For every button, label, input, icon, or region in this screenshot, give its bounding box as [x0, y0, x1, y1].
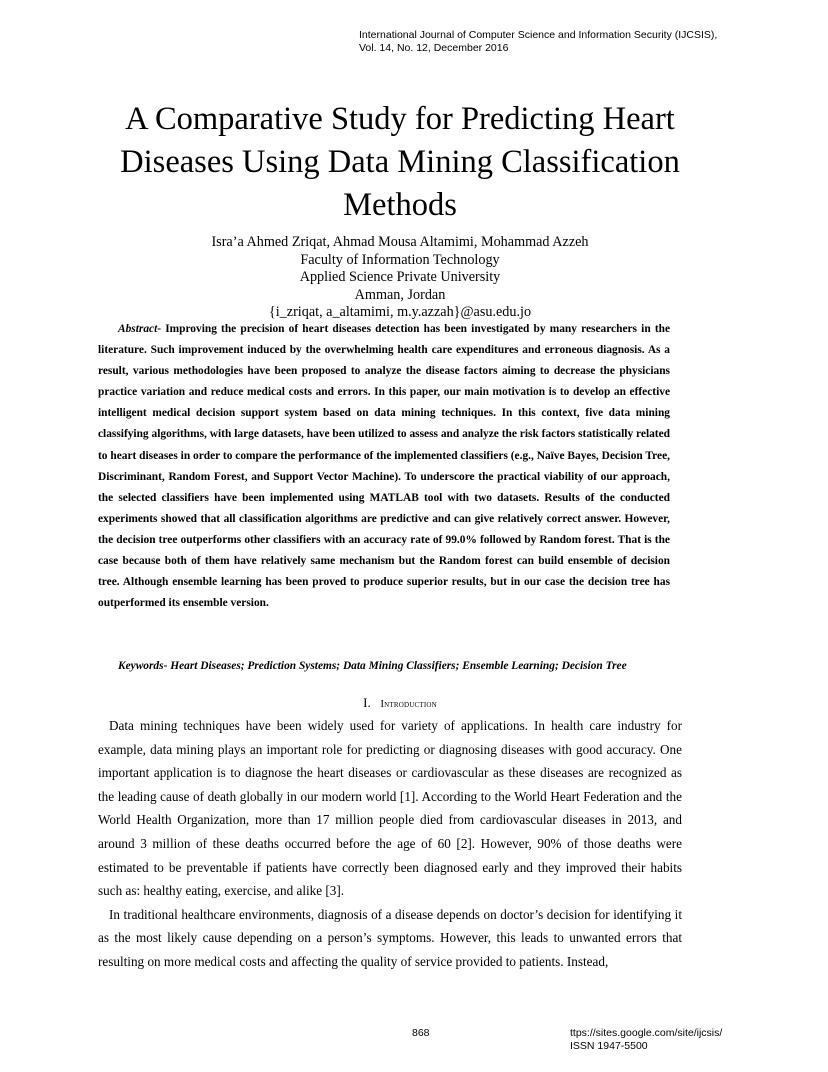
journal-header-line1: International Journal of Computer Science and Information Security (IJCSIS),	[359, 29, 718, 41]
journal-header	[359, 29, 717, 55]
paper-title-line2: Diseases Using Data Mining Classification	[120, 144, 680, 180]
abstract-label: Abstract	[118, 323, 158, 335]
author-location: Amman, Jordan	[354, 286, 446, 303]
abstract-text: - Improving the precision of heart diseases detection has been investigated by many researchers in the literature. Such improvement induced by the overwhelming health care expenditures and erroneous diagnosis. As a result, various methodologies have been proposed to analyze the disease factors aiming to decrease the physicians practice variation and reduce medical costs and errors. In this paper, our main motivation is to develop an effective intelligent medical decision support system based on data mining techniques. In this context, five data mining classifying algorithms, with large datasets, have been utilized to assess and analyze the risk factors statistically related to heart diseases in order to compare the performance of the implemented classifiers (e.g., Naïve Bayes, Decision Tree, Discriminant, Random Forest, and Support Vector Machine). To underscore the practical viability of our approach, the selected classifiers have been implemented using MATLAB tool with two datasets. Results of the conducted experiments showed that all classification algorithms are predictive and can give relatively correct answer. However, the decision tree outperforms other classifiers with an accuracy rate of 99.0% followed by Random forest. That is the case because both of them have relatively same mechanism but the Random forest can build ensemble of decision tree. Although ensemble learning has been proved to produce superior results, but in our case the decision tree has outperformed its ensemble version.	[98, 323, 670, 610]
paper-title-line1: A Comparative Study for Predicting Heart	[125, 101, 675, 137]
section-title: Introduction	[380, 699, 437, 710]
footer-issn: ISSN 1947-5500	[570, 1040, 648, 1052]
journal-header-line2: Vol. 14, No. 12, December 2016	[359, 42, 509, 54]
paper-title	[60, 98, 740, 227]
author-faculty: Faculty of Information Technology	[300, 251, 500, 268]
section-number: I.	[363, 695, 371, 710]
footer-info	[570, 1027, 722, 1053]
author-names: Isra’a Ahmed Zriqat, Ahmad Mousa Altamimi, Mohammad Azzeh	[211, 234, 589, 250]
section-heading	[0, 694, 800, 714]
body-text	[98, 714, 682, 974]
abstract	[98, 319, 670, 614]
author-block	[100, 234, 700, 322]
body-paragraph-2: In traditional healthcare environments, diagnosis of a disease depends on doctor’s decision for identifying it as the most likely cause depending on a person’s symptoms. However, this leads to unwanted errors that resulting on more medical costs and affecting the quality of service provided to patients. Instead,	[98, 906, 682, 969]
author-university: Applied Science Private University	[299, 269, 501, 286]
footer-url: ttps://sites.google.com/site/ijcsis/	[570, 1027, 723, 1039]
page-number: 868	[412, 1027, 430, 1039]
body-paragraph-1: Data mining techniques have been widely used for variety of applications. In health care industry for example, data mining plays an important role for predicting or diagnosing diseases with good accuracy. One important application is to diagnose the heart diseases or cardiovascular as these diseases are recognized as the leading cause of death globally in our modern world [1]. According to the World Heart Federation and the World Health Organization, more than 17 million people died from cardiovascular diseases in 2013, and around 3 million of these deaths occurred before the age of 60 [2]. However, 90% of those deaths were estimated to be preventable if patients have correctly been diagnosed early and they improved their habits such as: healthy eating, exercise, and alike [3].	[98, 718, 682, 899]
keywords: Keywords- Heart Diseases; Prediction Systems; Data Mining Classifiers; Ensemble Learning; Decision Tree	[118, 660, 627, 672]
author-emails: {i_zriqat, a_altamimi, m.y.azzah}@asu.edu.jo	[268, 304, 532, 321]
paper-title-line3: Methods	[343, 187, 457, 223]
